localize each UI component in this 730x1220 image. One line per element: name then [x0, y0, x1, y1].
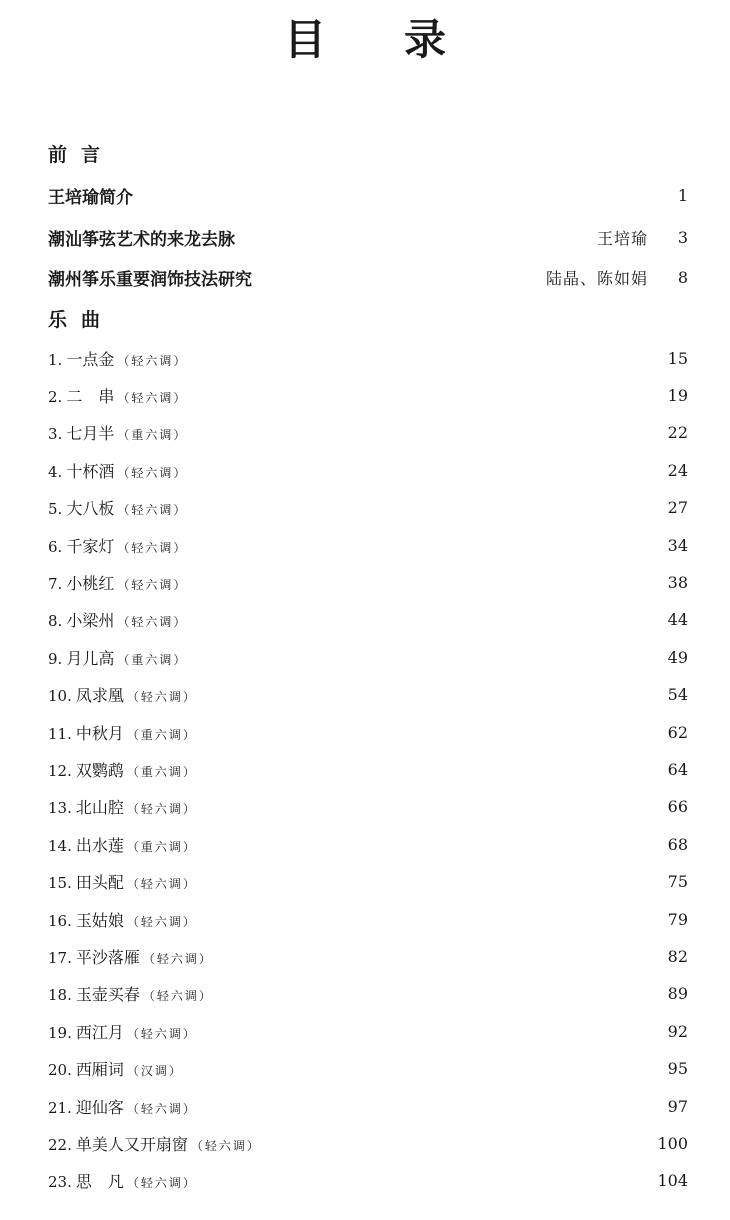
piece-mode: （轻六调） [142, 951, 213, 966]
entry-title: 王培瑜简介 [48, 187, 133, 208]
piece-number: 7. [48, 574, 63, 593]
section-heading-pieces: 乐曲 [48, 309, 115, 331]
piece-mode: （轻六调） [126, 690, 197, 705]
piece-label [48, 646, 187, 669]
piece-label [48, 908, 197, 931]
dot-leader [190, 495, 663, 521]
dot-leader [216, 943, 663, 969]
piece-mode: （轻六调） [117, 503, 188, 518]
entry-page-number: 89 [667, 984, 688, 1004]
toc-entry-piece[interactable] [48, 345, 688, 371]
toc-entry-piece[interactable] [48, 1130, 688, 1156]
piece-number: 23. [48, 1173, 72, 1192]
entry-page-number: 38 [667, 572, 688, 592]
piece-title: 一点金 [66, 349, 115, 369]
entry-page-number: 95 [667, 1059, 688, 1079]
dot-leader [190, 532, 663, 558]
toc-entry-piece[interactable] [48, 1168, 688, 1194]
piece-label [48, 758, 197, 781]
piece-mode: （轻六调） [190, 1138, 261, 1153]
dot-leader [200, 869, 663, 895]
toc-entry-piece[interactable] [48, 794, 688, 820]
toc-entry-piece[interactable] [48, 719, 688, 745]
piece-number: 11. [48, 724, 72, 743]
dot-leader [190, 382, 663, 408]
entry-page-number: 1 [677, 185, 688, 205]
dot-leader [200, 682, 663, 708]
piece-title: 小梁州 [66, 611, 115, 631]
piece-number: 2. [48, 387, 63, 406]
entry-page-number: 104 [657, 1171, 688, 1191]
piece-number: 1. [48, 350, 63, 369]
piece-label [48, 982, 213, 1005]
piece-number: 10. [48, 687, 72, 706]
piece-mode: （轻六调） [117, 615, 188, 630]
piece-label [48, 608, 187, 631]
piece-mode: （轻六调） [126, 1101, 197, 1116]
entry-page-number: 100 [657, 1133, 688, 1153]
piece-label [48, 945, 213, 968]
piece-title: 中秋月 [75, 723, 124, 743]
piece-mode: （轻六调） [117, 540, 188, 555]
piece-label [48, 683, 197, 706]
entry-page-number: 34 [667, 535, 688, 555]
piece-mode: （轻六调） [117, 390, 188, 405]
dot-leader [190, 607, 663, 633]
entry-page-number: 68 [667, 834, 688, 854]
section-heading-preface: 前言 [48, 144, 115, 166]
piece-number: 20. [48, 1061, 72, 1080]
title-char: 目 [283, 15, 326, 64]
piece-number: 4. [48, 462, 63, 481]
piece-title: 西厢词 [75, 1060, 124, 1080]
piece-title: 西江月 [75, 1022, 124, 1042]
piece-mode: （轻六调） [117, 465, 188, 480]
piece-title: 出水莲 [75, 835, 124, 855]
piece-label [48, 1169, 197, 1192]
toc-entry-piece[interactable] [48, 682, 688, 708]
piece-title: 十杯酒 [66, 461, 115, 481]
piece-number: 9. [48, 649, 63, 668]
piece-label [48, 534, 187, 557]
toc-entry-intro[interactable] [48, 224, 688, 250]
toc-entry-piece[interactable] [48, 644, 688, 670]
piece-label [48, 571, 187, 594]
toc-entry-piece[interactable] [48, 981, 688, 1007]
piece-title: 月儿高 [66, 648, 115, 668]
piece-label [48, 459, 187, 482]
piece-title: 北山腔 [75, 798, 124, 818]
entry-page-number: 97 [667, 1096, 688, 1116]
piece-mode: （轻六调） [126, 802, 197, 817]
dot-leader [200, 794, 663, 820]
piece-title: 二 串 [66, 386, 115, 406]
piece-title: 双鹦鹉 [75, 760, 124, 780]
toc-entry-piece[interactable] [48, 457, 688, 483]
piece-title: 玉壶买春 [75, 985, 140, 1005]
dot-leader [200, 831, 663, 857]
entry-page-number: 27 [667, 498, 688, 518]
entry-page-number: 15 [667, 348, 688, 368]
piece-title: 单美人又开扇窗 [75, 1134, 188, 1154]
piece-mode: （轻六调） [117, 353, 188, 368]
entry-page-number: 75 [667, 872, 688, 892]
toc-entry-piece[interactable] [48, 831, 688, 857]
entry-page-number: 64 [667, 759, 688, 779]
piece-title: 千家灯 [66, 536, 115, 556]
piece-number: 8. [48, 612, 63, 631]
dot-leader [200, 719, 663, 745]
dot-leader [200, 906, 663, 932]
entry-page-number: 92 [667, 1021, 688, 1041]
piece-mode: （重六调） [126, 764, 197, 779]
toc-entry-piece[interactable] [48, 1093, 688, 1119]
piece-number: 15. [48, 874, 72, 893]
toc-entry-piece[interactable] [48, 756, 688, 782]
entry-page-number: 3 [677, 227, 688, 247]
piece-title: 小桃红 [66, 573, 115, 593]
piece-title: 凤求凰 [75, 686, 124, 706]
piece-mode: （轻六调） [126, 877, 197, 892]
entry-title: 潮州筝乐重要润饰技法研究 [48, 269, 252, 290]
toc-entry-intro[interactable] [48, 264, 688, 290]
dot-leader [255, 264, 543, 290]
piece-mode: （轻六调） [142, 989, 213, 1004]
piece-number: 6. [48, 537, 63, 556]
dot-leader [190, 569, 663, 595]
piece-title: 迎仙客 [75, 1097, 124, 1117]
piece-label [48, 721, 197, 744]
piece-number: 16. [48, 911, 72, 930]
dot-leader [216, 981, 663, 1007]
entry-author: 王培瑜 [596, 228, 648, 248]
dot-leader [190, 345, 663, 371]
piece-title: 大八板 [66, 499, 115, 519]
piece-mode: （重六调） [126, 839, 197, 854]
piece-mode: （轻六调） [117, 577, 188, 592]
piece-number: 3. [48, 425, 63, 444]
dot-leader [186, 1056, 663, 1082]
piece-mode: （汉调） [126, 1064, 183, 1079]
entry-page-number: 22 [667, 423, 688, 443]
piece-mode: （重六调） [117, 652, 188, 667]
piece-number: 13. [48, 799, 72, 818]
piece-label [48, 496, 187, 519]
entry-title: 潮汕筝弦艺术的来龙去脉 [48, 229, 235, 250]
entry-page-number: 19 [667, 385, 688, 405]
dot-leader [200, 1093, 663, 1119]
toc-entry-piece[interactable] [48, 532, 688, 558]
piece-mode: （重六调） [117, 428, 188, 443]
toc-entry-piece[interactable] [48, 906, 688, 932]
piece-number: 17. [48, 948, 72, 967]
piece-number: 22. [48, 1135, 72, 1154]
piece-number: 14. [48, 836, 72, 855]
toc-entry-piece[interactable] [48, 569, 688, 595]
dot-leader [136, 182, 663, 208]
piece-label [48, 421, 187, 444]
toc-entry-piece[interactable] [48, 1056, 688, 1082]
piece-mode: （轻六调） [126, 1026, 197, 1041]
piece-label [48, 870, 197, 893]
piece-title: 平沙落雁 [75, 947, 140, 967]
toc-entry-piece[interactable] [48, 420, 688, 446]
piece-title: 思 凡 [75, 1172, 124, 1192]
entry-page-number: 54 [667, 685, 688, 705]
toc-entry-intro[interactable] [48, 182, 688, 208]
entry-page-number: 79 [667, 909, 688, 929]
piece-label [48, 1095, 197, 1118]
dot-leader [190, 644, 663, 670]
piece-number: 18. [48, 986, 72, 1005]
piece-title: 田头配 [75, 873, 124, 893]
dot-leader [200, 1168, 655, 1194]
piece-title: 玉姑娘 [75, 910, 124, 930]
dot-leader [238, 224, 594, 250]
toc-entry-piece[interactable] [48, 495, 688, 521]
entry-page-number: 44 [667, 610, 688, 630]
title-char: 录 [404, 15, 447, 64]
toc-entry-piece[interactable] [48, 869, 688, 895]
page-title [0, 14, 730, 66]
toc-entry-piece[interactable] [48, 382, 688, 408]
dot-leader [200, 756, 663, 782]
entry-page-number: 8 [677, 267, 688, 287]
piece-mode: （重六调） [126, 727, 197, 742]
dot-leader [200, 1018, 663, 1044]
piece-label [48, 384, 187, 407]
entry-page-number: 24 [667, 460, 688, 480]
piece-label [48, 347, 187, 370]
dot-leader [190, 457, 663, 483]
entry-author: 陆晶、陈如娟 [545, 268, 648, 288]
piece-number: 19. [48, 1023, 72, 1042]
piece-label [48, 1020, 197, 1043]
piece-label [48, 795, 197, 818]
toc-entry-piece[interactable] [48, 943, 688, 969]
dot-leader [264, 1130, 655, 1156]
piece-title: 七月半 [66, 424, 115, 444]
piece-number: 5. [48, 500, 63, 519]
entry-page-number: 66 [667, 797, 688, 817]
piece-label [48, 833, 197, 856]
entry-page-number: 62 [667, 722, 688, 742]
toc-entry-piece[interactable] [48, 607, 688, 633]
entry-page-number: 49 [667, 647, 688, 667]
entry-page-number: 82 [667, 946, 688, 966]
piece-label [48, 1057, 183, 1080]
piece-number: 12. [48, 761, 72, 780]
dot-leader [190, 420, 663, 446]
piece-mode: （轻六调） [126, 1176, 197, 1191]
piece-number: 21. [48, 1098, 72, 1117]
piece-label [48, 1132, 261, 1155]
piece-mode: （轻六调） [126, 914, 197, 929]
toc-entry-piece[interactable] [48, 1018, 688, 1044]
